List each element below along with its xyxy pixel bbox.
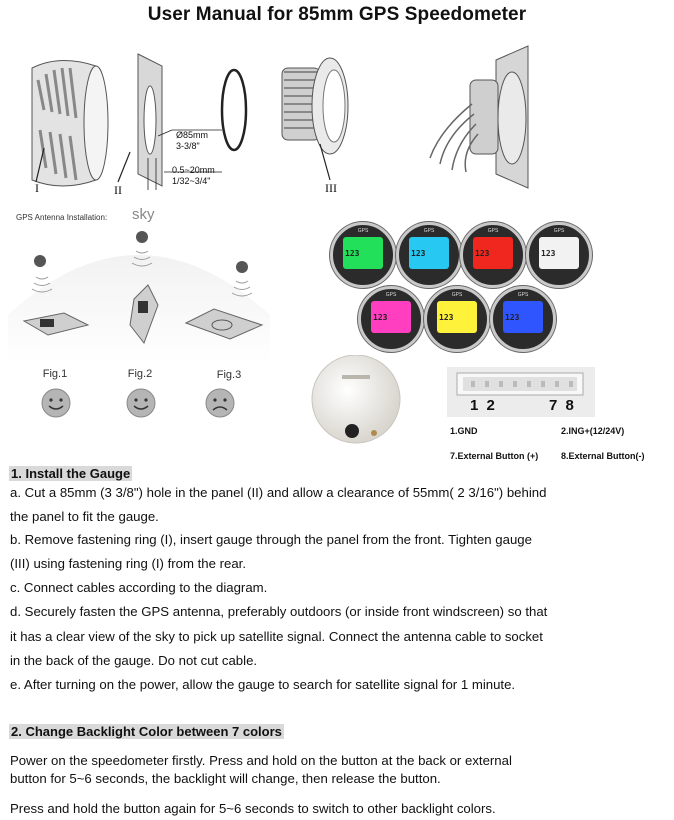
signal-faces: [40, 388, 240, 422]
section-1-line: e. After turning on the power, allow the gauge to search for satellite signal for 1 minute.: [10, 677, 516, 692]
section-2-line: Press and hold the button again for 5~6 seconds to switch to other backlight colors.: [10, 801, 496, 816]
gauge-gps-tag: GPS: [357, 228, 369, 234]
backlight-gauge: [358, 286, 424, 352]
installed-gauge-illustration: [430, 46, 528, 188]
section-1-line: in the back of the gauge. Do not cut cable.: [10, 653, 258, 668]
gauge-lcd-reading: 123: [411, 249, 426, 258]
dim-panel-thickness-inch: 1/32~3/4": [172, 176, 211, 186]
dim-hole-inch: 3-3/8": [176, 141, 200, 151]
fig-3-label: Fig.3: [216, 369, 242, 381]
part-label-ii: II: [114, 183, 122, 197]
dim-panel-thickness: 0.5~20mm: [172, 165, 215, 175]
smile-face-icon: [42, 389, 70, 417]
gauge-lcd: [409, 237, 449, 269]
gauge-gps-tag: GPS: [487, 228, 499, 234]
gauge-gps-tag: GPS: [385, 292, 397, 298]
section-1-line: a. Cut a 85mm (3 3/8") hole in the panel (II) and allow a clearance of 55mm( 2 3/16") behind: [10, 485, 547, 500]
part-label-i: I: [35, 181, 39, 195]
pin-numbers-left: 1 2: [470, 397, 497, 414]
sky-label: sky: [132, 206, 155, 223]
backlight-gauge: [526, 222, 592, 288]
section-1-line: it has a clear view of the sky to pick up satellite signal. Connect the antenna cable to socket: [10, 629, 543, 644]
section-1-heading: 1. Install the Gauge: [11, 466, 131, 481]
gauge-lcd-reading: 123: [475, 249, 490, 258]
gauge-lcd: [343, 237, 383, 269]
section-1-line: (III) using fastening ring (I) from the rear.: [10, 556, 247, 571]
pin-1-label: 1.GND: [450, 426, 478, 436]
gauge-gps-tag: GPS: [423, 228, 435, 234]
satellite-icon: [34, 255, 46, 267]
pin-8-label: 8.External Button(-): [561, 451, 645, 461]
backlight-gauge: [460, 222, 526, 288]
dim-hole-diameter: Ø85mm: [176, 130, 209, 140]
smile-face-icon: [127, 389, 155, 417]
backlight-gauge: [424, 286, 490, 352]
gauge-lcd-reading: 123: [345, 249, 360, 258]
gauge-lcd: [371, 301, 411, 333]
gauge-lcd: [539, 237, 579, 269]
gauge-lcd-reading: 123: [541, 249, 556, 258]
o-ring-illustration: [222, 70, 246, 150]
backlight-gauge: [396, 222, 462, 288]
fastening-ring-illustration: [32, 60, 108, 186]
section-2-line: button for 5~6 seconds, the backlight will change, then release the button.: [10, 771, 441, 786]
fig-2-label: Fig.2: [127, 368, 153, 380]
section-1-line: the panel to fit the gauge.: [10, 509, 159, 524]
gauge-lcd-reading: 123: [373, 313, 388, 322]
gauge-back-illustration: [302, 355, 408, 445]
sad-face-icon: [206, 389, 234, 417]
gauge-lcd: [437, 301, 477, 333]
satellite-icon: [136, 231, 148, 243]
gauge-lcd: [473, 237, 513, 269]
pin-2-label: 2.ING+(12/24V): [561, 426, 625, 436]
section-1-line: b. Remove fastening ring (I), insert gauge through the panel from the front. Tighten gauge: [10, 532, 532, 547]
gauge-gps-tag: GPS: [517, 292, 529, 298]
pin-numbers-right: 7 8: [549, 397, 576, 414]
part-label-iii: III: [325, 181, 337, 195]
backlight-gauge: [490, 286, 556, 352]
section-2-heading: 2. Change Backlight Color between 7 colors: [11, 724, 282, 739]
gauge-lcd: [503, 301, 543, 333]
antenna-title: GPS Antenna Installation:: [16, 213, 108, 222]
gauge-gps-tag: GPS: [451, 292, 463, 298]
pin-7-label: 7.External Button (+): [450, 451, 539, 461]
antenna-diagram: [8, 225, 270, 365]
gauge-gps-tag: GPS: [553, 228, 565, 234]
install-diagram: [0, 40, 674, 200]
section-1-line: c. Connect cables according to the diagram.: [10, 580, 268, 595]
page-title: User Manual for 85mm GPS Speedometer: [147, 4, 527, 25]
section-1-line: d. Securely fasten the GPS antenna, preferably outdoors (or inside front windscreen) so that: [10, 604, 548, 619]
gauge-lcd-reading: 123: [439, 313, 454, 322]
satellite-icon: [236, 261, 248, 273]
gauge-body-illustration: [282, 58, 348, 180]
gauge-lcd-reading: 123: [505, 313, 520, 322]
section-2-line: Power on the speedometer firstly. Press and hold on the button at the back or external: [10, 753, 512, 768]
backlight-gauge: [330, 222, 396, 288]
antenna-socket: [345, 424, 359, 438]
fig-1-label: Fig.1: [42, 368, 68, 380]
